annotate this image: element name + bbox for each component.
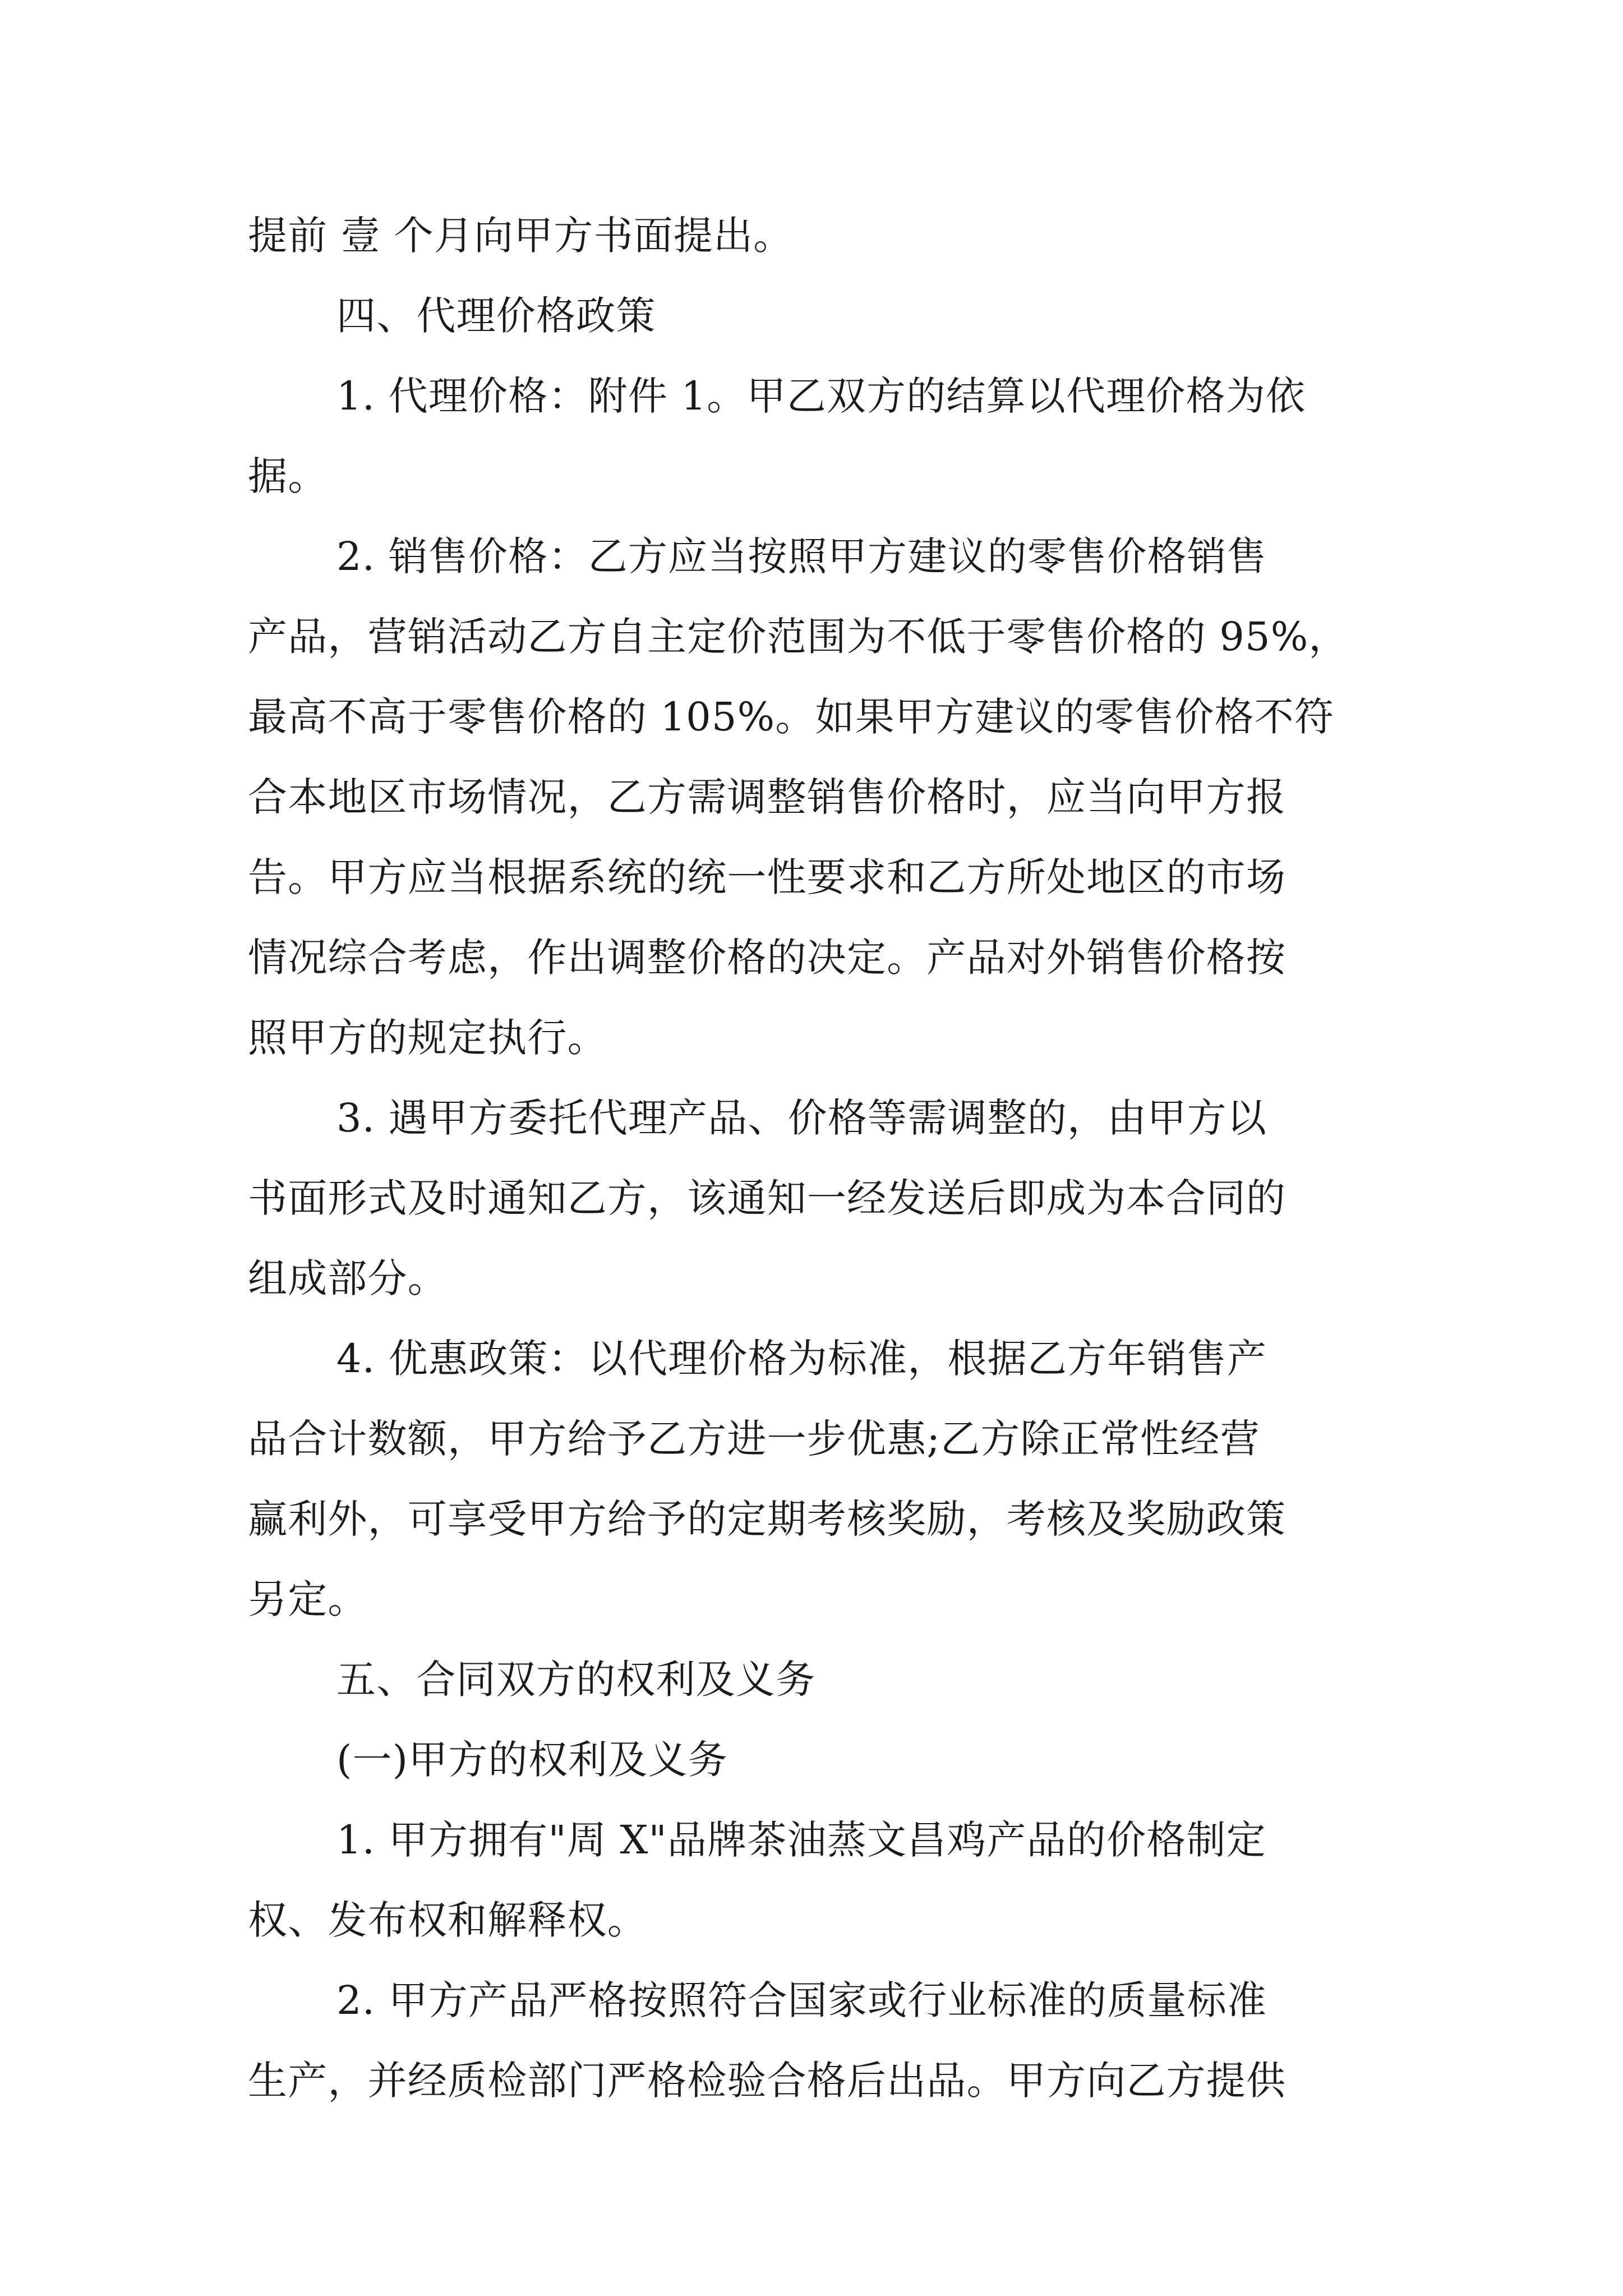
text-line-13: 书面形式及时通知乙方，该通知一经发送后即成为本合同的 xyxy=(248,1175,1287,1221)
text-line-14: 组成部分。 xyxy=(248,1255,448,1301)
text-line-12: 3. 遇甲方委托代理产品、价格等需调整的，由甲方以 xyxy=(336,1095,1267,1141)
text-line-10: 情况综合考虑，作出调整价格的决定。产品对外销售价格按 xyxy=(248,935,1287,981)
text-line-15: 4. 优惠政策：以代理价格为标准，根据乙方年销售产 xyxy=(336,1336,1267,1382)
text-line-1: 提前 壹 个月向甲方书面提出。 xyxy=(248,213,794,259)
text-line-16: 品合计数额，甲方给予乙方进一步优惠;乙方除正常性经营 xyxy=(248,1416,1260,1462)
text-line-7: 最高不高于零售价格的 105%。如果甲方建议的零售价格不符 xyxy=(248,694,1335,740)
text-line-8: 合本地区市场情况，乙方需调整销售价格时，应当向甲方报 xyxy=(248,774,1287,820)
text-line-22: 权、发布权和解释权。 xyxy=(248,1897,647,1943)
text-line-18: 另定。 xyxy=(248,1576,368,1622)
text-line-11: 照甲方的规定执行。 xyxy=(248,1015,607,1061)
text-line-5: 2. 销售价格：乙方应当按照甲方建议的零售价格销售 xyxy=(336,533,1267,579)
section-heading-4: 四、代理价格政策 xyxy=(336,293,656,339)
text-line-6: 产品，营销活动乙方自主定价范围为不低于零售价格的 95%， xyxy=(248,614,1349,660)
text-line-4: 据。 xyxy=(248,453,328,499)
text-line-3: 1. 代理价格：附件 1。甲乙双方的结算以代理价格为依 xyxy=(336,373,1306,419)
subsection-heading-1: (一)甲方的权利及义务 xyxy=(336,1737,728,1783)
text-line-21: 1. 甲方拥有"周 X"品牌茶油蒸文昌鸡产品的价格制定 xyxy=(336,1817,1266,1863)
section-heading-5: 五、合同双方的权利及义务 xyxy=(336,1657,816,1703)
text-line-24: 生产，并经质检部门严格检验合格后出品。甲方向乙方提供 xyxy=(248,2058,1287,2104)
text-line-23: 2. 甲方产品严格按照符合国家或行业标准的质量标准 xyxy=(336,1977,1267,2023)
text-line-17: 赢利外，可享受甲方给予的定期考核奖励，考核及奖励政策 xyxy=(248,1496,1287,1542)
text-line-9: 告。甲方应当根据系统的统一性要求和乙方所处地区的市场 xyxy=(248,854,1287,900)
